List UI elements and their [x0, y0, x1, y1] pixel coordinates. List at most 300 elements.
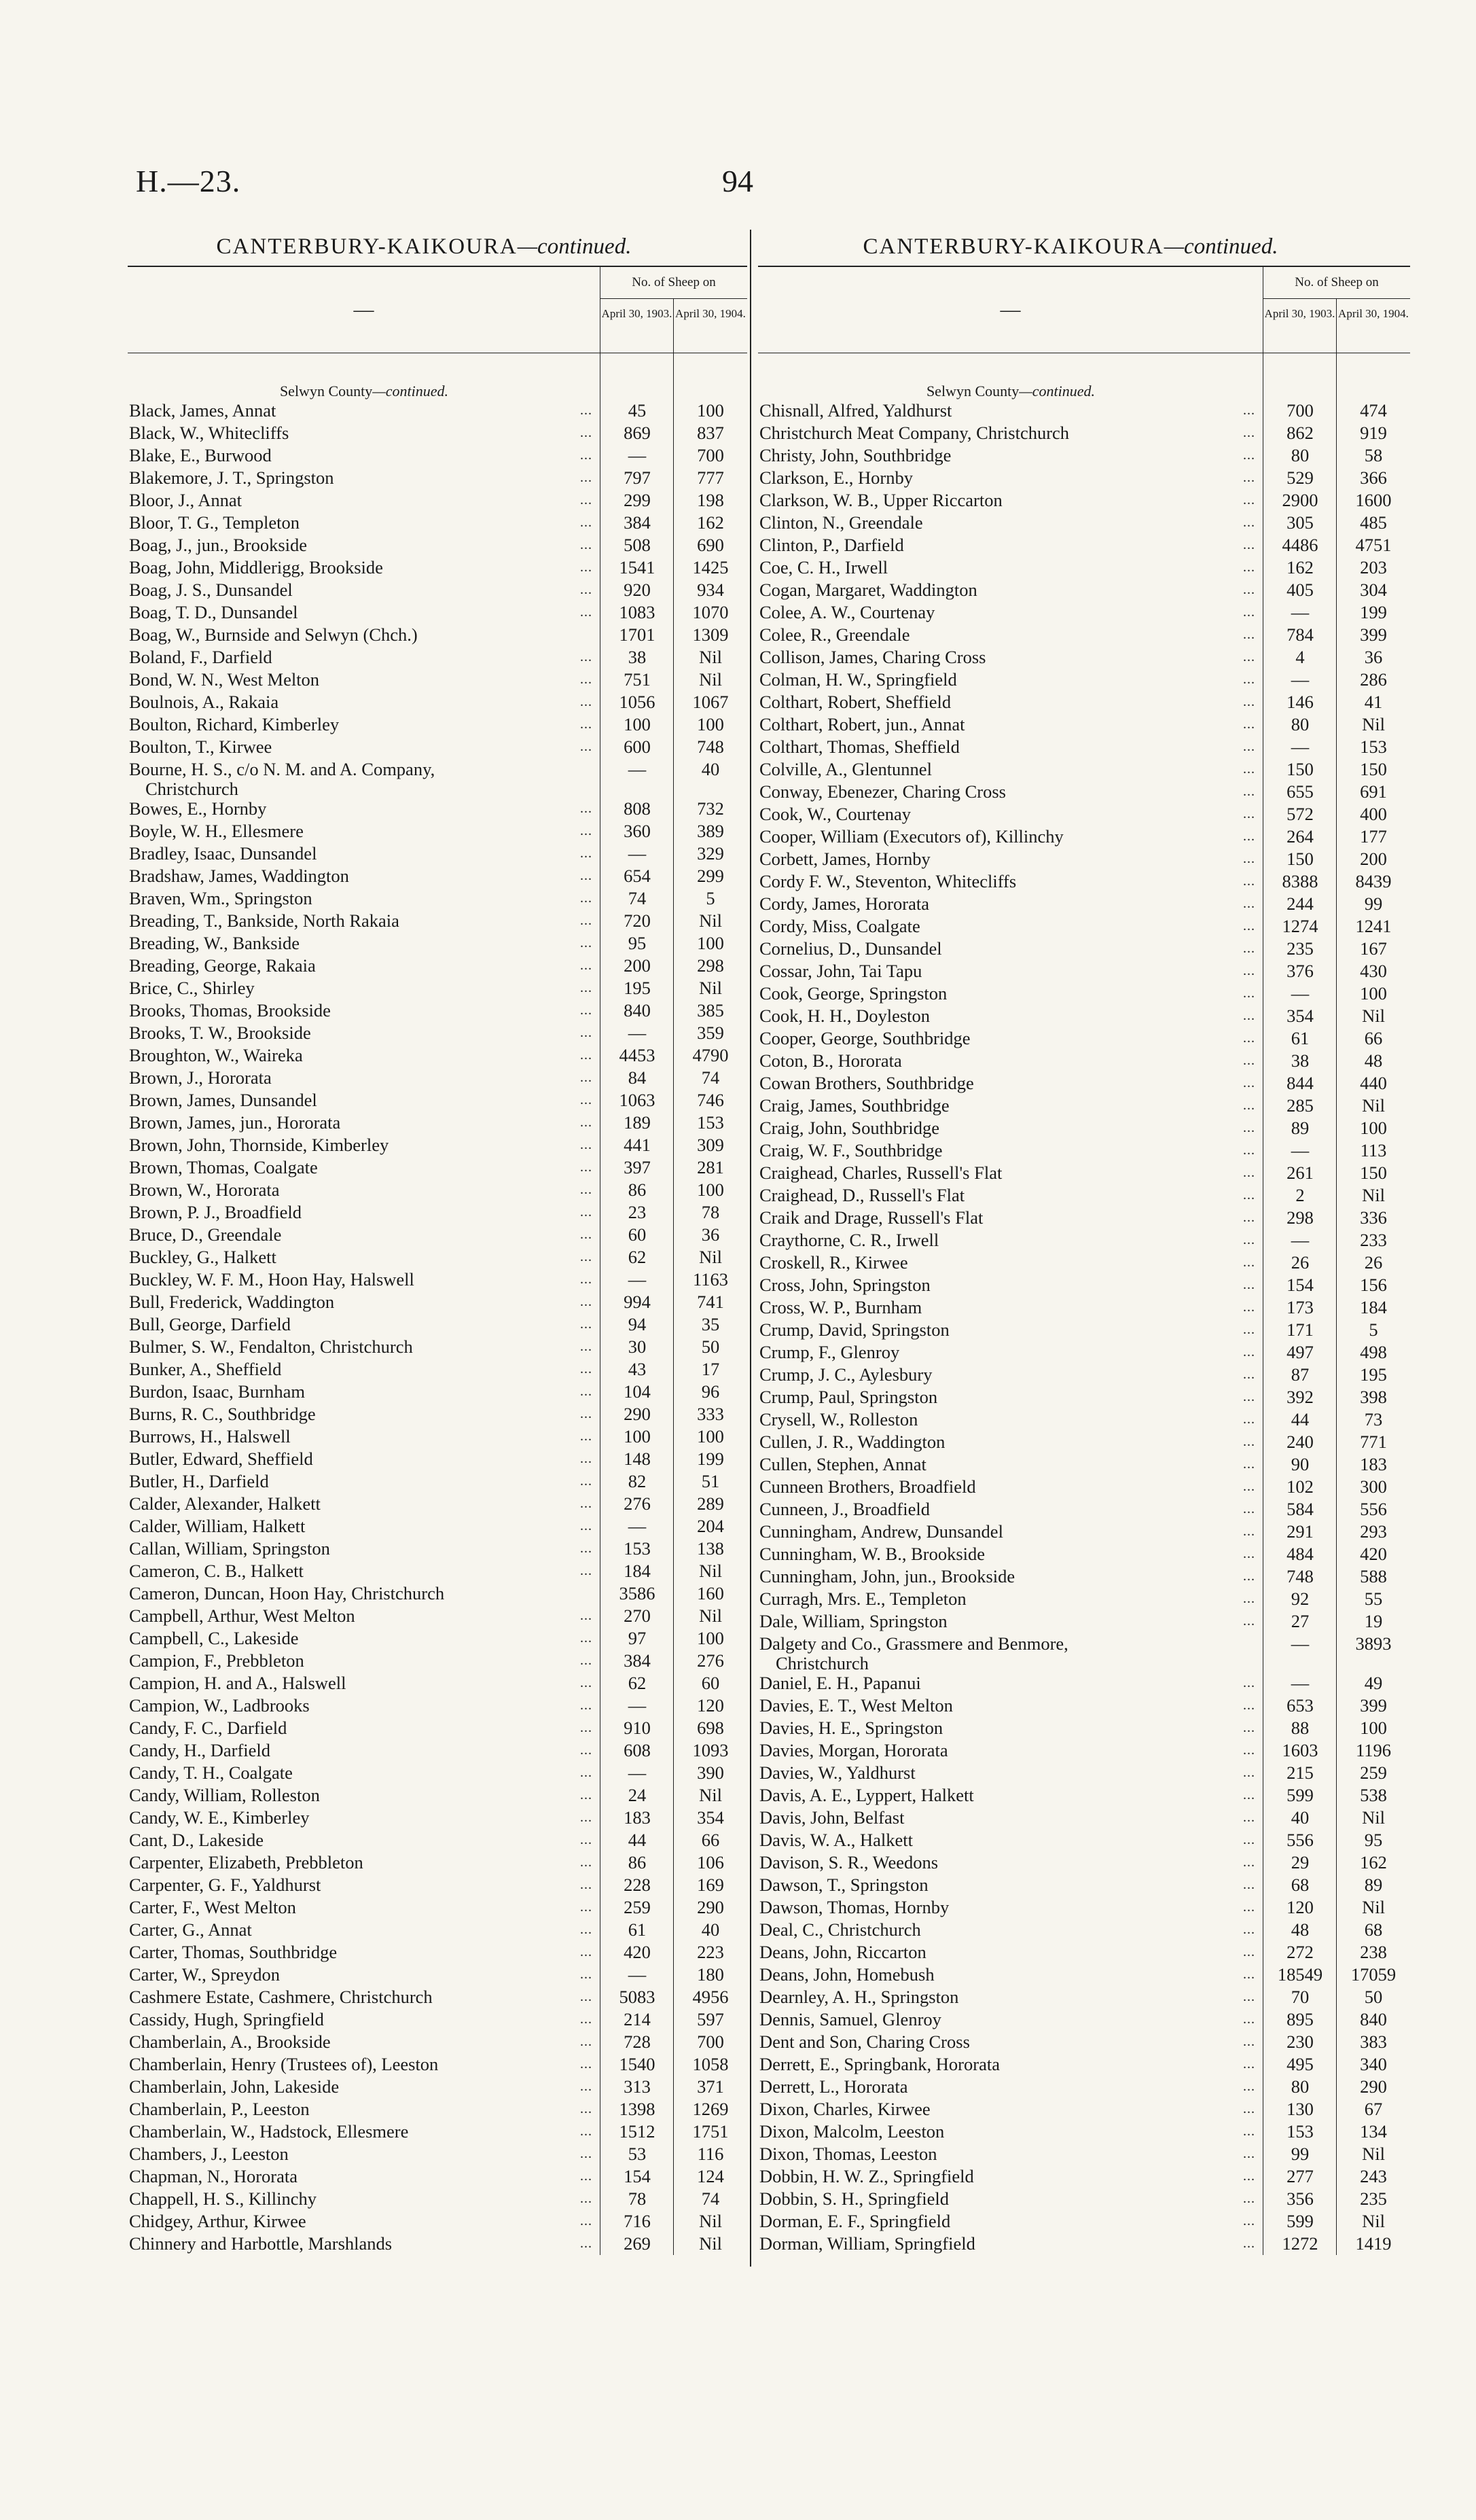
sheep-1903-value: 700	[1286, 400, 1314, 421]
table-row	[758, 758, 1410, 781]
owner-name	[128, 1358, 600, 1381]
sheep-1903-value: —	[628, 445, 647, 465]
table-row	[128, 1762, 747, 1784]
owner-name-text: Clinton, N., Greendale	[759, 512, 923, 533]
owner-name-text: Callan, William, Springston	[129, 1538, 330, 1559]
owner-name	[128, 758, 600, 798]
table-row	[758, 736, 1410, 758]
owner-name	[758, 2143, 1263, 2165]
sheep-1903-value: 38	[1291, 1050, 1310, 1071]
table-row	[758, 534, 1410, 556]
leader-dots: ...	[580, 1563, 592, 1578]
owner-name-text: Croskell, R., Kirwee	[759, 1252, 908, 1273]
owner-name	[128, 1560, 600, 1582]
owner-name	[128, 1515, 600, 1538]
owner-name-text: Chamberlain, A., Brookside	[129, 2031, 331, 2052]
leader-dots: ...	[580, 448, 592, 463]
sheep-1904-value: 1070	[692, 602, 729, 622]
sheep-1903-value: 529	[1286, 467, 1314, 488]
owner-name-text: Colee, A. W., Courtenay	[759, 602, 935, 622]
sheep-1904-value: 366	[1360, 467, 1387, 488]
owner-name	[758, 1762, 1263, 1784]
page-identifier: H.—23.	[136, 164, 241, 198]
owner-name	[758, 1565, 1263, 1588]
owner-name	[758, 1027, 1263, 1050]
sheep-1904-value: 440	[1360, 1073, 1387, 1093]
table-row	[128, 601, 747, 624]
sheep-1903-value: 38	[628, 647, 647, 667]
sheep-1903-value: 259	[624, 1897, 651, 1917]
owner-name	[128, 1717, 600, 1739]
sheep-1903-value: 61	[628, 1919, 647, 1940]
owner-name	[758, 1005, 1263, 1027]
sheep-1903-value: 8388	[1282, 871, 1318, 891]
leader-dots: ...	[1243, 851, 1255, 866]
owner-name-text: Dearnley, A. H., Springston	[759, 1987, 959, 2007]
owner-name-text: Boag, T. D., Dunsandel	[129, 602, 298, 622]
owner-name-text: Bloor, J., Annat	[129, 490, 242, 510]
table-row	[128, 1986, 747, 2008]
table-row	[758, 826, 1410, 848]
sheep-1904-value: 1269	[692, 2099, 729, 2119]
table-row	[758, 1296, 1410, 1319]
sheep-1903-value: 173	[1286, 1297, 1314, 1317]
owner-name-text: Black, W., Whitecliffs	[129, 423, 289, 443]
owner-name-text: Boag, W., Burnside and Selwyn (Chch.)	[129, 624, 418, 645]
sheep-1904-value: 17059	[1350, 1964, 1397, 1985]
owner-name	[758, 534, 1263, 556]
owner-name	[758, 2210, 1263, 2233]
leader-dots: ...	[580, 515, 592, 530]
owner-name	[128, 2188, 600, 2210]
owner-name	[758, 1095, 1263, 1117]
sheep-column-group	[600, 267, 747, 353]
table-row	[128, 999, 747, 1022]
sheep-1903-value: 60	[628, 1224, 647, 1245]
owner-name-text: Davies, W., Yaldhurst	[759, 1762, 916, 1783]
sheep-1904-value: 100	[697, 933, 724, 953]
leader-dots: ...	[1243, 672, 1255, 687]
table-row	[128, 1313, 747, 1336]
table-row	[128, 1336, 747, 1358]
owner-name	[758, 758, 1263, 781]
leader-dots: ...	[580, 2012, 592, 2027]
leader-dots: ...	[1243, 739, 1255, 754]
owner-name	[758, 1672, 1263, 1694]
leader-dots: ...	[1243, 1569, 1255, 1584]
table-row	[758, 1072, 1410, 1095]
owner-name	[758, 1408, 1263, 1431]
sheep-1903-value: 808	[624, 798, 651, 819]
owner-name	[758, 2076, 1263, 2098]
owner-name	[128, 2053, 600, 2076]
table-row	[128, 1358, 747, 1381]
sheep-1903-value: —	[1291, 602, 1310, 622]
table-row	[128, 798, 747, 820]
leader-dots: ...	[580, 1025, 592, 1040]
owner-name	[128, 1582, 600, 1605]
leader-dots: ...	[580, 1003, 592, 1018]
owner-name	[128, 713, 600, 736]
table-row	[128, 1582, 747, 1605]
sheep-1903-value: 183	[624, 1807, 651, 1828]
sheep-1904-value: 58	[1364, 445, 1383, 465]
leader-dots: ...	[1243, 1098, 1255, 1113]
table-row	[128, 1403, 747, 1425]
right-table	[758, 228, 1410, 2255]
owner-name	[128, 1201, 600, 1224]
leader-dots: ...	[1243, 1877, 1255, 1892]
owner-name-text: Cullen, Stephen, Annat	[759, 1454, 926, 1474]
table-row	[128, 400, 747, 422]
leader-dots: ...	[580, 1182, 592, 1197]
year-1904-header: April 30, 1904.	[675, 307, 746, 320]
table-row	[128, 1874, 747, 1896]
sheep-1904-value: 169	[697, 1875, 724, 1895]
table-row	[758, 1739, 1410, 1762]
owner-name	[758, 2098, 1263, 2120]
owner-name-text: Chambers, J., Leeston	[129, 2144, 289, 2164]
owner-name	[758, 1694, 1263, 1717]
sheep-1904-value: 100	[697, 400, 724, 421]
owner-name	[128, 2031, 600, 2053]
table-row	[128, 1067, 747, 1089]
owner-name-text: Burns, R. C., Southbridge	[129, 1404, 316, 1424]
leader-dots: ...	[580, 1272, 592, 1287]
owner-name	[758, 915, 1263, 938]
sheep-1904-value: 698	[697, 1718, 724, 1738]
table-row	[128, 713, 747, 736]
sheep-1904-value: 1309	[692, 624, 729, 645]
sheep-1903-value: 189	[624, 1112, 651, 1133]
sheep-1904-value: 156	[1360, 1275, 1387, 1295]
owner-name	[128, 798, 600, 820]
sheep-1903-value: 360	[624, 821, 651, 841]
table-row	[758, 1431, 1410, 1453]
leader-dots: ...	[1243, 1614, 1255, 1629]
sheep-1904-value: 60	[701, 1673, 720, 1693]
sheep-1903-value: 154	[624, 2166, 651, 2186]
sheep-1903-value: 376	[1286, 961, 1314, 981]
sheep-1904-value: 200	[1360, 849, 1387, 869]
table-row	[758, 2053, 1410, 2076]
sheep-1904-value: 4790	[692, 1045, 729, 1065]
owner-name-text: Bruce, D., Greendale	[129, 1224, 282, 1245]
sheep-1903-value: —	[628, 843, 647, 864]
sheep-1903-value: 716	[624, 2211, 651, 2231]
owner-name-text: Cordy F. W., Steventon, Whitecliffs	[759, 871, 1017, 891]
leader-dots: ...	[1243, 493, 1255, 508]
table-row	[128, 2076, 747, 2098]
sheep-1904-value: 233	[1360, 1230, 1387, 1250]
sheep-1904-value: 556	[1360, 1499, 1387, 1519]
owner-name	[128, 842, 600, 865]
sheep-1903-value: 100	[624, 1426, 651, 1447]
table-row	[758, 1498, 1410, 1521]
sheep-1903-value: 272	[1286, 1942, 1314, 1962]
owner-name	[758, 489, 1263, 512]
table-row	[758, 848, 1410, 870]
sheep-1904-value: 1196	[1355, 1740, 1392, 1760]
owner-name	[758, 848, 1263, 870]
owner-name	[758, 669, 1263, 691]
owner-name-text: Craig, James, Southbridge	[759, 1095, 950, 1116]
owner-name	[128, 1246, 600, 1268]
table-row	[758, 400, 1410, 422]
sheep-1904-value: 934	[697, 580, 724, 600]
leader-dots: ...	[1243, 1855, 1255, 1870]
sheep-1903-value: 150	[1286, 849, 1314, 869]
sheep-1903-value: 61	[1291, 1028, 1310, 1048]
table-row	[128, 1044, 747, 1067]
owner-name-text: Davies, Morgan, Hororata	[759, 1740, 948, 1760]
table-row	[758, 1252, 1410, 1274]
sheep-1903-value: 29	[1291, 1852, 1310, 1873]
leader-dots: ...	[1243, 1945, 1255, 1959]
owner-name-text: Butler, Edward, Sheffield	[129, 1449, 313, 1469]
owner-name-text: Blake, E., Burwood	[129, 445, 272, 465]
owner-name-text: Dixon, Thomas, Leeston	[759, 2144, 937, 2164]
table-row	[128, 669, 747, 691]
owner-name-text: Bradley, Isaac, Dunsandel	[129, 843, 317, 864]
leader-dots: ...	[1243, 1743, 1255, 1758]
leader-dots: ...	[580, 1675, 592, 1690]
owner-name-text: Brice, C., Shirley	[129, 978, 255, 998]
leader-dots: ...	[1243, 1788, 1255, 1803]
table-row	[128, 1291, 747, 1313]
owner-name-text: Campion, F., Prebbleton	[129, 1650, 304, 1671]
owner-name	[128, 1313, 600, 1336]
sheep-1903-value: 261	[1286, 1163, 1314, 1183]
owner-name	[128, 489, 600, 512]
leader-dots: ...	[1243, 2146, 1255, 2161]
owner-name	[758, 803, 1263, 826]
sheep-1904-value: 4956	[692, 1987, 729, 2007]
owner-name-text: Coton, B., Hororata	[759, 1050, 902, 1071]
owner-name	[758, 2165, 1263, 2188]
owner-name	[758, 1896, 1263, 1919]
leader-dots: ...	[1243, 1591, 1255, 1606]
sheep-1903-value: 44	[1291, 1409, 1310, 1430]
sheep-1904-value: 73	[1364, 1409, 1383, 1430]
leader-dots: ...	[1243, 627, 1255, 642]
leader-dots: ...	[1243, 1412, 1255, 1427]
owner-name	[758, 422, 1263, 444]
table-row	[758, 1184, 1410, 1207]
sheep-1903-value: —	[628, 759, 647, 779]
table-row	[128, 1156, 747, 1179]
table-row	[128, 865, 747, 887]
table-row	[128, 1717, 747, 1739]
owner-name-text: Cooper, William (Executors of), Killinchy	[759, 826, 1064, 847]
owner-name-text: Boland, F., Darfield	[129, 647, 272, 667]
owner-name-text: Braven, Wm., Springston	[129, 888, 312, 908]
owner-name	[758, 1717, 1263, 1739]
owner-name-text: Breading, T., Bankside, North Rakaia	[129, 910, 399, 931]
owner-name-text: Chidgey, Arthur, Kirwee	[129, 2211, 306, 2231]
table-row	[128, 2210, 747, 2233]
table-row	[758, 624, 1410, 646]
sheep-1904-value: 183	[1360, 1454, 1387, 1474]
table-row	[128, 444, 747, 467]
leader-dots: ...	[1243, 2012, 1255, 2027]
sheep-1903-value: 92	[1291, 1589, 1310, 1609]
owner-name	[758, 579, 1263, 601]
sheep-1904-value: 389	[697, 821, 724, 841]
leader-dots: ...	[580, 1406, 592, 1421]
table-row	[128, 467, 747, 489]
owner-name-text: Brown, Thomas, Coalgate	[129, 1157, 318, 1177]
owner-name	[128, 512, 600, 534]
sheep-1904-value: 398	[1360, 1387, 1387, 1407]
leader-dots: ...	[580, 1832, 592, 1847]
owner-name-text: Davis, John, Belfast	[759, 1807, 905, 1828]
leader-dots: ...	[1243, 1900, 1255, 1915]
sheep-1903-value: 80	[1291, 445, 1310, 465]
sheep-1904-value: 49	[1364, 1673, 1383, 1693]
sheep-1904-value: 177	[1360, 826, 1387, 847]
owner-name-text: Dent and Son, Charing Cross	[759, 2031, 970, 2052]
sheep-1903-value: 53	[628, 2144, 647, 2164]
owner-name	[128, 669, 600, 691]
owner-name	[758, 1341, 1263, 1364]
owner-name	[758, 960, 1263, 982]
owner-name	[128, 1425, 600, 1448]
sheep-1904-value: 1067	[692, 692, 729, 712]
sheep-1904-value: 281	[697, 1157, 724, 1177]
table-row	[758, 2210, 1410, 2233]
owner-name-text: Breading, W., Bankside	[129, 933, 300, 953]
leader-dots: ...	[580, 1496, 592, 1511]
sheep-1904-value: 276	[697, 1650, 724, 1671]
leader-dots: ...	[580, 1451, 592, 1466]
owner-name	[758, 444, 1263, 467]
sheep-1903-value: 285	[1286, 1095, 1314, 1116]
owner-name	[758, 601, 1263, 624]
table-row	[128, 2233, 747, 2255]
sheep-1904-value: Nil	[699, 910, 722, 931]
table-row	[758, 803, 1410, 826]
owner-name	[128, 467, 600, 489]
year-1904-header: April 30, 1904.	[1338, 307, 1409, 320]
owner-name-text: Dorman, William, Springfield	[759, 2233, 975, 2254]
table-row	[128, 1246, 747, 1268]
table-row	[758, 2165, 1410, 2188]
owner-name-text: Brown, James, Dunsandel	[129, 1090, 317, 1110]
table-row	[128, 910, 747, 932]
table-row	[758, 1633, 1410, 1672]
sheep-1903-value: 200	[624, 955, 651, 976]
owner-name-text: Craig, John, Southbridge	[759, 1118, 939, 1138]
table-row	[128, 1134, 747, 1156]
table-row	[128, 1964, 747, 1986]
sheep-1903-value: 720	[624, 910, 651, 931]
sheep-1904-value: 385	[697, 1000, 724, 1021]
owner-name-text: Cossar, John, Tai Tapu	[759, 961, 922, 981]
table-row	[758, 646, 1410, 669]
leader-dots: ...	[1243, 403, 1255, 418]
table-row	[758, 1521, 1410, 1543]
sheep-1904-value: 399	[1360, 624, 1387, 645]
sheep-1904-value: 184	[1360, 1297, 1387, 1317]
sheep-1904-value: 777	[697, 467, 724, 488]
leader-dots: ...	[580, 2124, 592, 2139]
owner-name-text: Dorman, E. F., Springfield	[759, 2211, 951, 2231]
owner-name	[758, 1386, 1263, 1408]
sheep-1904-value: 400	[1360, 804, 1387, 824]
sheep-1903-value: 153	[624, 1538, 651, 1559]
column-divider	[750, 230, 751, 2267]
owner-name-text: Campion, W., Ladbrooks	[129, 1695, 310, 1716]
owner-name	[128, 1919, 600, 1941]
sheep-1904-value: 1241	[1355, 916, 1392, 936]
owner-name-text: Calder, William, Halkett	[129, 1516, 306, 1536]
owner-name-text: Carter, G., Annat	[129, 1919, 252, 1940]
leader-dots: ...	[1243, 963, 1255, 978]
sheep-1903-value: 1512	[619, 2121, 655, 2142]
sheep-1904-value: 48	[1364, 1050, 1383, 1071]
sheep-1904-value: 235	[1360, 2188, 1387, 2209]
sheep-1903-value: 844	[1286, 1073, 1314, 1093]
table-row	[128, 1089, 747, 1112]
leader-dots: ...	[1243, 1457, 1255, 1472]
owner-name	[128, 1134, 600, 1156]
owner-name	[128, 1807, 600, 1829]
owner-name-text: Black, James, Annat	[129, 400, 276, 421]
sheep-1903-value: 484	[1286, 1544, 1314, 1564]
sheep-1904-value: 691	[1360, 781, 1387, 802]
sheep-1903-value: 599	[1286, 2211, 1314, 2231]
table-row	[758, 422, 1410, 444]
table-row	[128, 1022, 747, 1044]
table-row	[758, 579, 1410, 601]
owner-name-text: Buckley, W. F. M., Hoon Hay, Halswell	[129, 1269, 414, 1290]
leader-dots: ...	[580, 2191, 592, 2206]
owner-name	[128, 1156, 600, 1179]
table-row	[128, 1560, 747, 1582]
table-row	[758, 1364, 1410, 1386]
leader-dots: ...	[1243, 2079, 1255, 2094]
table-row	[128, 1694, 747, 1717]
leader-dots: ...	[1243, 1698, 1255, 1713]
sheep-1903-value: 654	[624, 866, 651, 886]
owner-name	[758, 1919, 1263, 1941]
owner-name	[128, 422, 600, 444]
owner-name-text: Cashmere Estate, Cashmere, Christchurch	[129, 1987, 433, 2007]
owner-name	[128, 2008, 600, 2031]
sheep-1903-value: 78	[628, 2188, 647, 2209]
sheep-1903-value: 384	[624, 1650, 651, 1671]
sheep-1903-value: 171	[1286, 1319, 1314, 1340]
sheep-1904-value: 238	[1360, 1942, 1387, 1962]
sheep-1903-value: 102	[1286, 1476, 1314, 1497]
owner-name	[128, 2233, 600, 2255]
sheep-1903-value: 120	[1286, 1897, 1314, 1917]
owner-name-text: Dawson, T., Springston	[759, 1875, 929, 1895]
leader-dots: ...	[1243, 896, 1255, 911]
table-row	[128, 2008, 747, 2031]
sheep-1904-value: Nil	[699, 1561, 722, 1581]
sheep-1904-value: 243	[1360, 2166, 1387, 2186]
sheep-1903-value: 30	[628, 1336, 647, 1357]
sheep-1903-value: 87	[1291, 1364, 1310, 1385]
owner-name-text: Boag, John, Middlerigg, Brookside	[129, 557, 383, 578]
owner-name-text: Davis, W. A., Halkett	[759, 1830, 913, 1850]
sheep-1903-value: 86	[628, 1179, 647, 1200]
sheep-1904-value: 41	[1364, 692, 1383, 712]
owner-name-text: Crump, David, Springston	[759, 1319, 950, 1340]
sheep-1904-value: 35	[701, 1314, 720, 1334]
